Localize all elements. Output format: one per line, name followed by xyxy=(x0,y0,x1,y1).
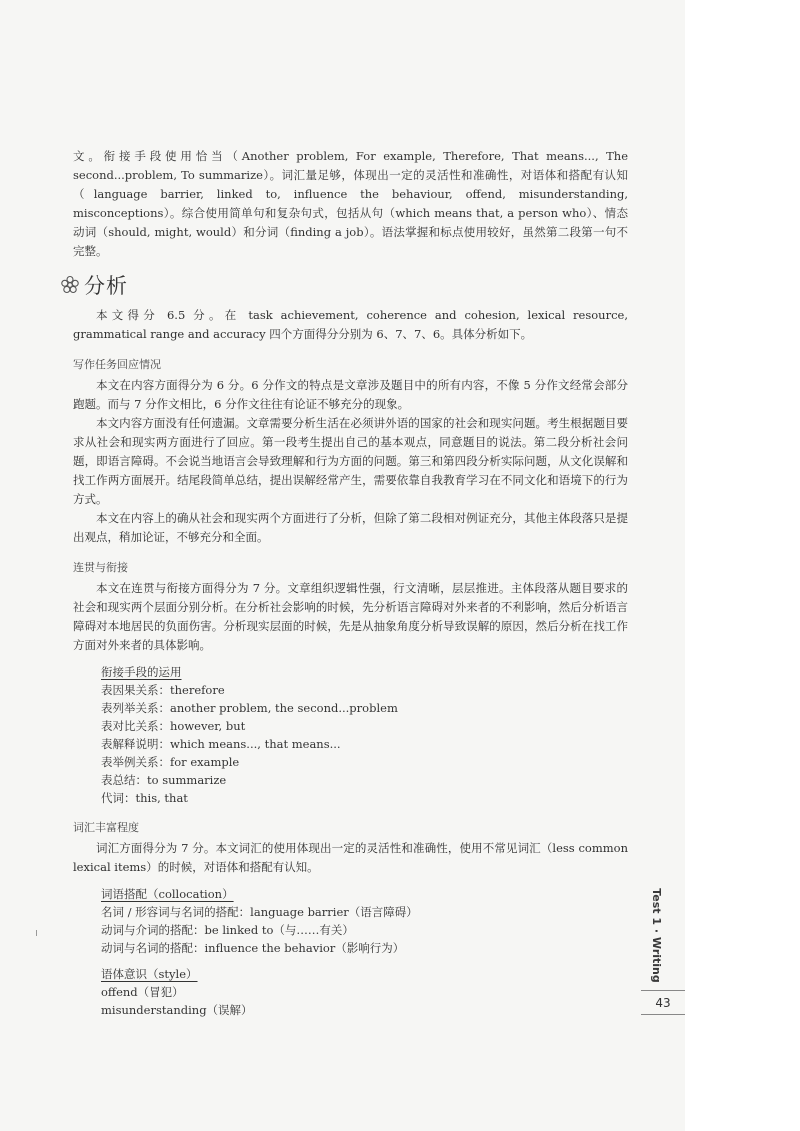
list-title: 衔接手段的运用 xyxy=(101,665,182,679)
flower-icon xyxy=(60,275,80,295)
list-item: 表列举关系：another problem, the second...problem xyxy=(101,701,398,715)
coherence-subheading: 连贯与衔接 xyxy=(73,561,128,574)
section-heading xyxy=(60,270,128,300)
margin-mark xyxy=(36,930,37,936)
list-item: 表总结：to summarize xyxy=(101,773,227,787)
list-title: 词语搭配（collocation） xyxy=(101,887,234,901)
list-item: 表对比关系：however, but xyxy=(101,719,246,733)
list-item: misunderstanding（误解） xyxy=(101,1003,253,1017)
task-paragraph: 本文内容方面没有任何遗漏。文章需要分析生活在必须讲外语的国家的社会和现实问题。考生根据题目要求从社会和现实两方面进行了回应。第一段考生提出自己的基本观点，同意题目的说法。第二段分析社会问题，即语言障碍。不会说当地语言会导致理解和行为方面的问题。第三和第四段分析实际问题，从文化误解和找工作两方面展开。结尾段简单总结，提出误解经常产生，需要依靠自我教育学习在不同文化和语境下的行为方式。 xyxy=(73,416,628,506)
task-subheading: 写作任务回应情况 xyxy=(73,358,161,371)
style-list xyxy=(101,965,628,1019)
lexical-paragraph: 词汇方面得分为 7 分。本文词汇的使用体现出一定的灵活性和准确性，使用不常见词汇（less common lexical items）的时候，对语体和搭配有认知。 xyxy=(73,841,628,874)
page-divider xyxy=(641,990,685,991)
collocation-list xyxy=(101,885,628,957)
list-item: 表解释说明：which means..., that means... xyxy=(101,737,341,751)
list-item: 动词与名词的搭配：influence the behavior（影响行为） xyxy=(101,941,405,955)
list-item: 表因果关系：therefore xyxy=(101,683,225,697)
list-item: 代词：this, that xyxy=(101,791,188,805)
list-item: 动词与介词的搭配：be linked to（与……有关） xyxy=(101,923,354,937)
side-tab xyxy=(646,887,666,983)
intro-paragraph: 文。衔接手段使用恰当（Another problem, For example, Therefore, That means..., The second...problem, To summarize）。词汇量足够，体现出一定的灵活性和准确性，对语体和搭配有认知（language barrier, linked to, influence the behaviour, offend, misunderstanding, misconceptions）。综合使用简单句和复杂句式，包括从句（which means that, a person who）、情态动词（should, might, would）和分词（finding a job）。语法掌握和标点使用较好，虽然第二段第一句不完整。 xyxy=(73,149,628,258)
coherence-paragraph: 本文在连贯与衔接方面得分为 7 分。文章组织逻辑性强，行文清晰，层层推进。主体段落从题目要求的社会和现实两个层面分别分析。在分析社会影响的时候，先分析语言障碍对外来者的不利影响，然后分析语言障碍对本地居民的负面伤害。分析现实层面的时候，先是从抽象角度分析导致误解的原因，然后分析在找工作方面对外来者的具体影响。 xyxy=(73,581,628,652)
lexical-subheading: 词汇丰富程度 xyxy=(73,821,139,834)
list-item: 名词 / 形容词与名词的搭配：language barrier（语言障碍） xyxy=(101,905,418,919)
list-item: offend（冒犯） xyxy=(101,985,184,999)
side-tab-label: Test 1 · Writing xyxy=(649,887,663,983)
analysis-body xyxy=(73,306,628,1019)
intro-section xyxy=(73,147,628,261)
page-divider xyxy=(641,1014,685,1015)
list-title: 语体意识（style） xyxy=(101,967,198,981)
list-item: 表举例关系：for example xyxy=(101,755,240,769)
task-paragraph: 本文在内容上的确从社会和现实两个方面进行了分析，但除了第二段相对例证充分，其他主体段落只是提出观点，稍加论证，不够充分和全面。 xyxy=(73,511,628,544)
page-number: 43 xyxy=(655,996,671,1010)
cohesion-devices-list xyxy=(101,663,628,807)
overview-paragraph: 本文得分 6.5 分。在 task achievement, coherence and cohesion, lexical resource, grammatical range and accuracy 四个方面得分分别为 6、7、7、6。具体分析如下。 xyxy=(73,308,628,341)
task-paragraph: 本文在内容方面得分为 6 分。6 分作文的特点是文章涉及题目中的所有内容，不像 5 分作文经常会部分跑题。而与 7 分作文相比，6 分作文往往有论证不够充分的现象。 xyxy=(73,378,628,411)
section-title: 分析 xyxy=(84,274,128,298)
